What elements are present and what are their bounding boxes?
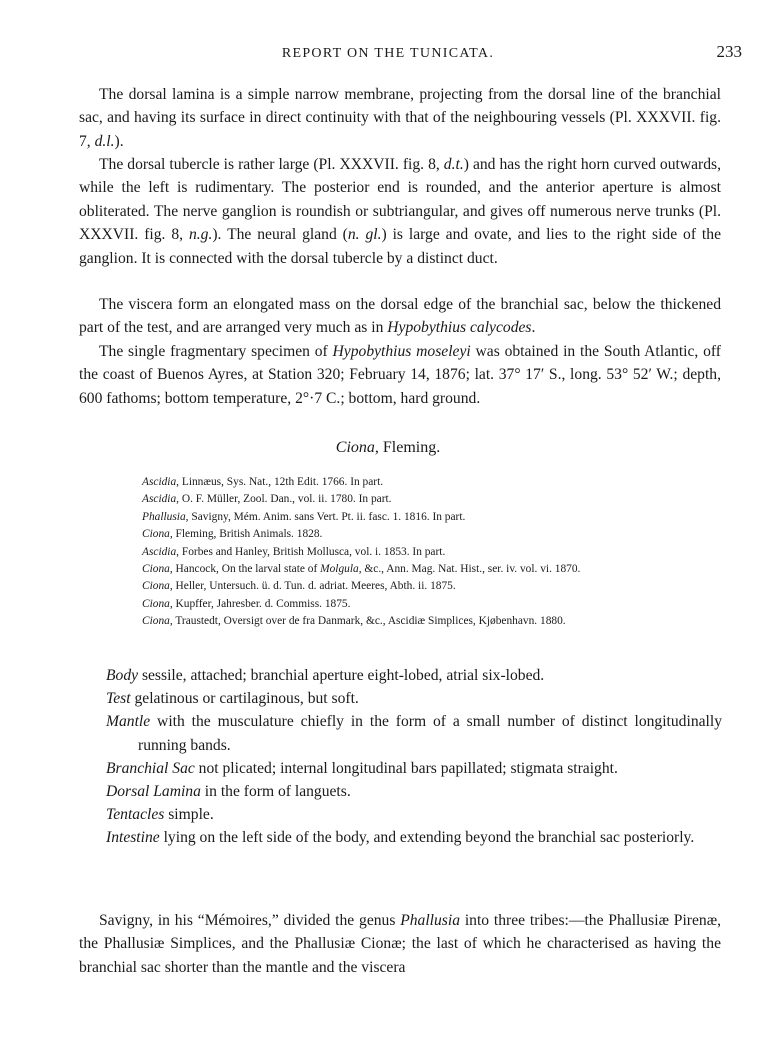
synonym-genus: Ascidia (142, 545, 177, 558)
character-text: sessile, attached; branchial aperture eight-lobed, atrial six-lobed. (138, 667, 545, 684)
italic-run: Hypobythius moseleyi (332, 343, 471, 360)
text-run: . (531, 319, 536, 337)
paragraph-dorsal-tubercle (79, 153, 721, 270)
text-run: The viscera form an elongated mass on the dorsal edge of the branchial sac, below the thickened part of the test, and are arranged very much as in (79, 296, 721, 337)
synonym-genus: Ciona (142, 615, 170, 628)
text-run: The single fragmentary specimen of (99, 343, 333, 360)
synonym-text: , Hancock, On the larval state of (169, 563, 321, 576)
text-run: ) and has the right horn curved outwards, while the left is rudimentary. The posterior end is rounded, and the anterior aperture is almost obliterated. The nerve ganglion is roundish or subtriangular, and gives off numerous nerve trunks (Pl. XXXVII. fig. 8, (79, 156, 721, 244)
paragraph-specimen (79, 340, 721, 410)
synonymy-item (142, 561, 722, 578)
character-item (106, 780, 722, 803)
synonym-genus: Ciona (142, 563, 170, 576)
character-item (106, 803, 722, 826)
italic-run: Hypobythius calycodes (387, 319, 532, 337)
synonym-genus: Ascidia (142, 476, 177, 488)
character-term: Test (106, 690, 131, 708)
text-run: ) is large and ovate, and lies to the right side of the ganglion. It is connected with the dorsal tubercle by a distinct duct. (79, 226, 721, 267)
synonym-italic: Molgula (320, 563, 359, 576)
synonymy-item (142, 578, 722, 595)
page-number: 233 (716, 42, 742, 61)
italic-run: d.l. (94, 132, 115, 150)
character-term: Tentacles (106, 806, 165, 824)
page-header (0, 42, 776, 66)
character-text: with the musculature chiefly in the form of a small number of distinct longitudinally running bands. (138, 713, 722, 754)
synonymy-list (142, 474, 722, 631)
character-text: simple. (164, 806, 214, 824)
synonym-genus: Ciona (142, 580, 170, 593)
synonym-text: , O. F. Müller, Zool. Dan., vol. ii. 1780. In part. (176, 493, 392, 506)
text-run: ). (114, 132, 124, 150)
character-item (106, 664, 722, 687)
synonymy-item (142, 526, 722, 543)
synonymy-item (142, 544, 722, 561)
genus-name: Ciona (335, 439, 375, 456)
synonym-text: , Savigny, Mém. Anim. sans Vert. Pt. ii. fasc. 1. 1816. In part. (185, 510, 466, 523)
character-text: gelatinous or cartilaginous, but soft. (130, 690, 359, 708)
paragraph-savigny (79, 909, 721, 979)
synonymy-item (142, 491, 722, 508)
synonym-text: , Linnæus, Sys. Nat., 12th Edit. 1766. In part. (176, 476, 384, 488)
character-term: Branchial Sac (106, 759, 195, 777)
synonymy-item (142, 596, 722, 613)
synonym-text: , Heller, Untersuch. ü. d. Tun. d. adriat. Meeres, Abth. ii. 1875. (169, 580, 456, 593)
running-title: REPORT ON THE TUNICATA. (281, 46, 495, 61)
genus-heading (0, 439, 776, 457)
synonymy-item (142, 509, 722, 526)
italic-run: n.g. (188, 226, 213, 244)
synonym-text: , Forbes and Hanley, British Mollusca, vol. i. 1853. In part. (176, 545, 446, 558)
synonymy-item (142, 613, 722, 630)
text-run: The dorsal tubercle is rather large (Pl. XXXVII. fig. 8, (99, 156, 444, 173)
synonym-text: , &c., Ann. Mag. Nat. Hist., ser. iv. vol. vi. 1870. (358, 563, 581, 576)
text-run: The dorsal lamina is a simple narrow membrane, projecting from the dorsal line of the branchial sac, and having its surface in direct continuity with that of the neighbouring vessels (Pl. XXXVII. fig. 7, (79, 86, 721, 150)
text-run: into three tribes:—the Phallusiæ Pirenæ, the Phallusiæ Simplices, and the Phallusiæ Cionæ; the last of which he characterised as having the branchial sac shorter than the mantle and the viscera (79, 912, 721, 976)
character-item (106, 757, 722, 780)
character-text: in the form of languets. (200, 783, 351, 801)
paragraph-viscera (79, 293, 721, 340)
text-run: was obtained in the South Atlantic, off the coast of Buenos Ayres, at Station 320; February 14, 1876; lat. 37° 17′ S., long. 53° 52′ W.; depth, 600 fathoms; bottom temperature, 2°·7 C.; bottom, hard ground. (79, 343, 721, 407)
synonym-genus: Phallusia (142, 510, 186, 523)
character-text: not plicated; internal longitudinal bars papillated; stigmata straight. (194, 759, 618, 777)
character-term: Intestine (106, 829, 160, 847)
character-text: lying on the left side of the body, and extending beyond the branchial sac posteriorly. (159, 829, 695, 847)
text-run: Savigny, in his “Mémoires,” divided the genus (99, 912, 401, 929)
italic-run: Phallusia (400, 912, 460, 929)
synonym-genus: Ascidia (142, 493, 177, 506)
synonym-text: , Traustedt, Oversigt over de fra Danmark, &c., Ascidiæ Simplices, Kjøbenhavn. 1880. (169, 615, 566, 628)
synonym-genus: Ciona (142, 597, 170, 610)
synonymy-item (142, 474, 722, 491)
paragraph-dorsal-lamina (79, 83, 721, 153)
italic-run: n. gl. (347, 226, 382, 244)
character-item (106, 826, 722, 849)
generic-characters (106, 664, 722, 850)
character-item (106, 710, 722, 756)
synonym-text: , Kupffer, Jahresber. d. Commiss. 1875. (169, 597, 351, 610)
character-term: Dorsal Lamina (106, 783, 201, 801)
genus-author: , Fleming. (374, 439, 441, 456)
synonym-text: , Fleming, British Animals. 1828. (169, 528, 323, 541)
synonym-genus: Ciona (142, 528, 170, 541)
text-run: ). The neural gland ( (212, 226, 348, 244)
italic-run: d.t. (443, 156, 464, 173)
character-item (106, 687, 722, 710)
character-term: Body (106, 667, 139, 684)
character-term: Mantle (106, 713, 151, 731)
